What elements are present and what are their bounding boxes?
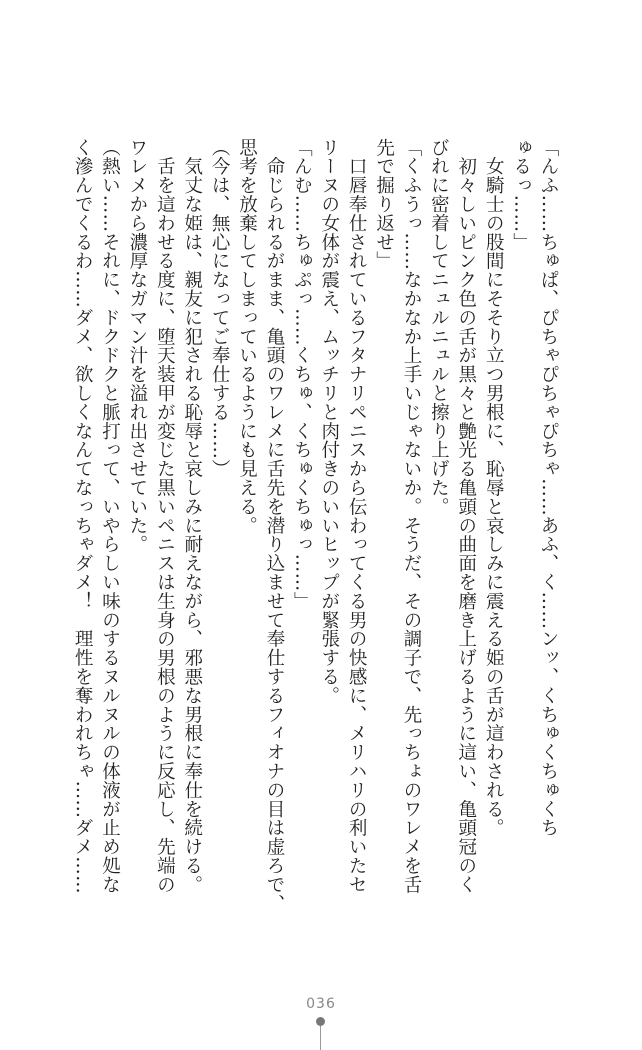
page-marker-dot xyxy=(316,1017,325,1026)
text-line: リーヌの女体が震え、ムッチリと肉付きのいいヒップが緊張する。 xyxy=(318,138,340,705)
text-line: びれに密着してニュルニュルと擦り上げた。 xyxy=(428,138,450,516)
text-line: 「んむ……ちゅぷっ……くちゅ、くちゅくちゅっ……」 xyxy=(291,138,313,611)
text-line: 思考を放棄してしまっているようにも見える。 xyxy=(236,138,258,535)
text-line: 口唇奉仕されているフタナリペニスから伝わってくる男の快感に、メリハリの利いたセ xyxy=(346,138,368,894)
text-line: く滲んでくるわ……ダメ、欲しくなんてなっちゃダメ！ 理性を奪われちゃ……ダメ…… xyxy=(72,138,94,894)
text-line: 「んふ……ちゅぱ、ぴちゃぴちゃぴちゃ……あふ、く……ンッ、くちゅくちゅくち xyxy=(538,138,559,838)
text-line: ゅるっ……」 xyxy=(510,138,532,252)
text-line: 気丈な姫は、親友に犯される恥辱と哀しみに耐えながら、邪悪な男根に奉仕を続ける。 xyxy=(181,138,203,894)
page-number: 036 xyxy=(306,996,336,1012)
text-line: ワレメから濃厚なガマン汁を溢れ出させていた。 xyxy=(126,138,148,554)
text-line: 女騎士の股間にそそり立つ男根に、恥辱と哀しみに震える姫の舌が這わされる。 xyxy=(483,138,505,838)
text-line: 先で掘り返せ」 xyxy=(373,138,395,271)
vertical-text-block xyxy=(72,138,562,958)
text-line: （今は、無心になってご奉仕する……） xyxy=(209,138,231,479)
text-line: 舌を這わせる度に、堕天装甲が変じた黒いペニスは生身の男根のように反応し、先端の xyxy=(154,138,176,894)
text-line: （熱い……それに、ドクドクと脈打って、いやらしい味のするヌルヌルの体液が止め処な xyxy=(99,138,121,894)
text-line: 命じられるがまま、亀頭のワレメに舌先を潜り込ませて奉仕するフィオナの目は虚ろで、 xyxy=(263,138,285,913)
text-line: 「くふうっ……なかなか上手いじゃないか。そうだ、その調子で、先っちょのワレメを舌 xyxy=(400,138,422,894)
text-line: 初々しいピンク色の舌が黒々と艶光る亀頭の曲面を磨き上げるように這い、亀頭冠のく xyxy=(455,138,477,894)
page-marker-line xyxy=(320,1026,321,1050)
